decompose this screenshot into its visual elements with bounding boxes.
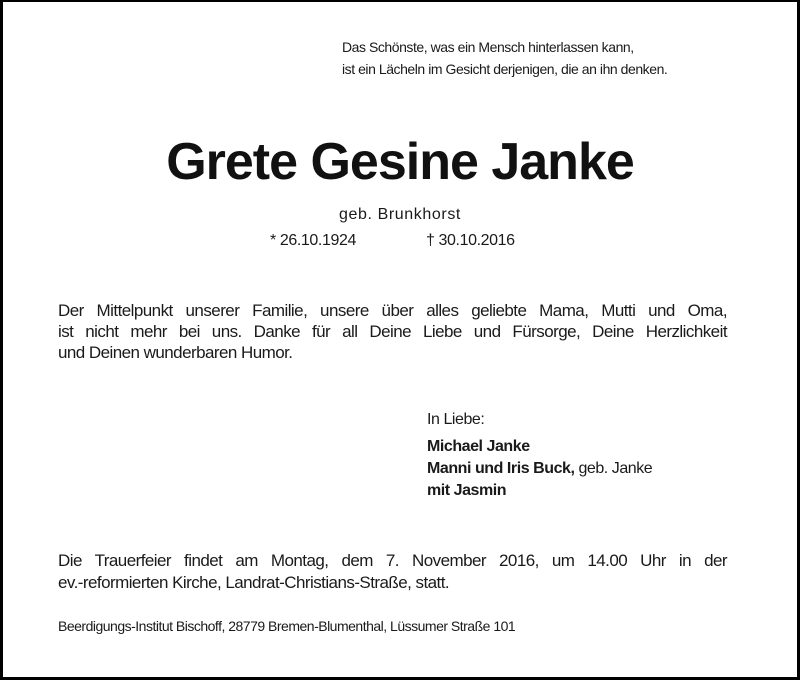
funeral-home: Beerdigungs-Institut Bischoff, 28779 Bremen-Blumenthal, Lüssumer Straße 101	[58, 618, 516, 634]
mourner-3: mit Jasmin	[427, 482, 507, 499]
mourners-intro: In Liebe:	[427, 411, 485, 428]
message-line-2: ist nicht mehr bei uns. Danke für all Deine Liebe und Fürsorge, Deine Herzlichkeit	[58, 322, 727, 341]
quote-line-1: Das Schönste, was ein Mensch hinterlassen kann,	[342, 39, 634, 55]
maiden-name: geb. Brunkhorst	[339, 206, 461, 223]
mourner-2-suffix: geb. Janke	[574, 460, 653, 477]
service-line-2: ev.-reformierten Kirche, Landrat-Christians-Straße, statt.	[58, 573, 450, 592]
message-line-3: und Deinen wunderbaren Humor.	[58, 343, 293, 362]
mourner-1: Michael Janke	[427, 438, 530, 455]
death-date: † 30.10.2016	[426, 232, 515, 249]
message-line-1: Der Mittelpunkt unserer Familie, unsere über alles geliebte Mama, Mutti und Oma,	[58, 301, 727, 320]
birth-date: * 26.10.1924	[270, 232, 356, 249]
service-line-1: Die Trauerfeier findet am Montag, dem 7. November 2016, um 14.00 Uhr in der	[58, 551, 727, 570]
quote-line-2: ist ein Lächeln im Gesicht derjenigen, die an ihn denken.	[342, 61, 668, 77]
mourner-2	[427, 460, 652, 478]
mourner-2-name: Manni und Iris Buck,	[427, 460, 575, 477]
deceased-name: Grete Gesine Janke	[166, 133, 634, 191]
